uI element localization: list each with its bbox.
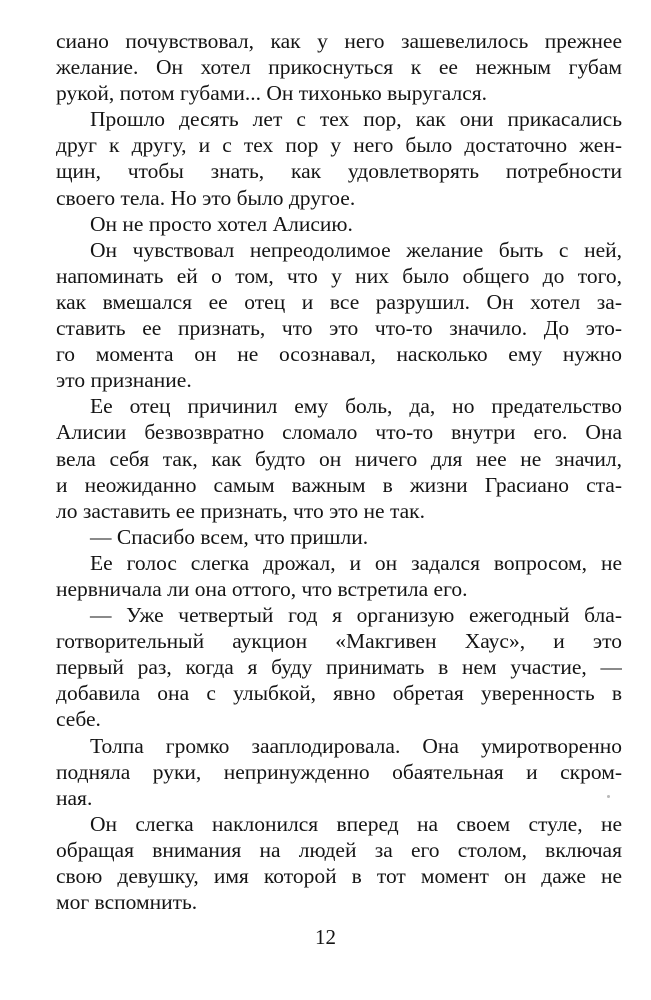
text-line: Толпа громко зааплодировала. Она умиротворенно — [90, 733, 622, 758]
text-line: Алисии безвозвратно сломало что-то внутри его. Она — [56, 420, 622, 445]
text-line: рукой, потом губами... Он тихонько выругался. — [56, 81, 488, 106]
text-line: вела себя так, как будто он ничего для нее не значил, — [56, 446, 622, 471]
text-line: ставить ее признать, что это что-то значило. До это- — [56, 316, 622, 341]
text-line: нервничала ли она оттого, что встретила его. — [56, 576, 468, 601]
text-line: как вмешался ее отец и все разрушил. Он хотел за- — [56, 289, 622, 314]
text-line: Ее отец причинил ему боль, да, но предательство — [90, 394, 622, 419]
text-line: го момента он не осознавал, насколько ему нужно — [56, 342, 622, 367]
text-line: Ее голос слегка дрожал, и он задался вопросом, не — [90, 550, 622, 575]
text-line: первый раз, когда я буду принимать в нем участие, — — [56, 655, 622, 680]
text-line: подняла руки, непринужденно обаятельная и скром- — [56, 759, 622, 784]
page-number: 12 — [315, 925, 336, 949]
text-line: желание. Он хотел прикоснуться к ее нежным губам — [56, 55, 622, 80]
text-line: добавила она с улыбкой, явно обретая уверенность в — [56, 681, 622, 706]
text-line: свою девушку, имя которой в тот момент он даже не — [56, 864, 622, 888]
text-line: — Спасибо всем, что пришли. — [90, 524, 369, 549]
text-line: себе. — [56, 707, 101, 732]
body-text — [56, 28, 622, 915]
text-line: готворительный аукцион «Макгивен Хаус», и это — [56, 629, 622, 654]
print-speck — [607, 795, 610, 798]
text-line: ная. — [56, 785, 93, 810]
text-line: сиано почувствовал, как у него зашевелилось прежнее — [56, 29, 622, 53]
text-line: Прошло десять лет с тех пор, как они прикасались — [90, 107, 622, 132]
text-line: Он чувствовал непреодолимое желание быть с ней, — [90, 237, 622, 262]
text-line: щин, чтобы знать, как удовлетворять потребности — [56, 159, 622, 184]
text-line: Он не просто хотел Алисию. — [90, 211, 353, 236]
text-line: Он слегка наклонился вперед на своем стуле, не — [90, 811, 622, 836]
text-line: и неожиданно самым важным в жизни Грасиано ста- — [56, 472, 622, 497]
text-line: — Уже четвертый год я организую ежегодный бла- — [90, 603, 622, 628]
text-line: это признание. — [56, 368, 192, 393]
text-line: ло заставить ее признать, что это не так. — [56, 498, 425, 523]
text-line: друг к другу, и с тех пор у него было достаточно жен- — [56, 133, 622, 158]
text-line: обращая внимания на людей за его столом, включая — [56, 837, 622, 862]
text-line: напоминать ей о том, что у них было общего до того, — [56, 263, 622, 288]
text-line: своего тела. Но это было другое. — [56, 185, 356, 210]
text-line: мог вспомнить. — [56, 890, 198, 915]
